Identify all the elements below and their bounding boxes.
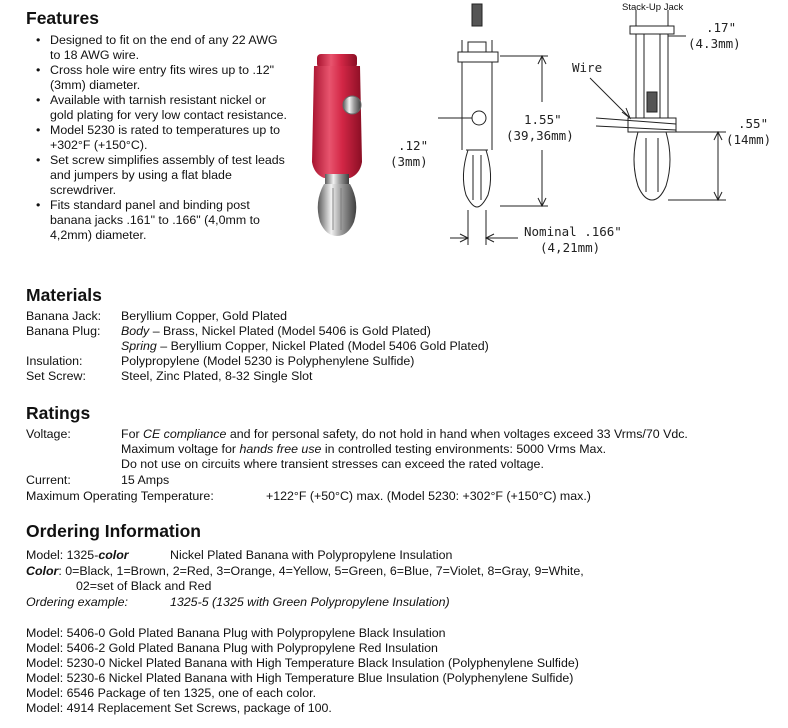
- features-heading: Features: [26, 8, 99, 28]
- material-value: Beryllium Copper, Gold Plated: [121, 309, 287, 323]
- feature-item: • Available with tarnish resistant nickel or gold plating for very low contact resistance.: [26, 93, 288, 123]
- dim-jack-mm: (14mm): [726, 132, 772, 147]
- material-label: Banana Plug:: [26, 324, 101, 338]
- material-label: Set Screw:: [26, 369, 86, 383]
- material-label: Banana Jack:: [26, 309, 102, 323]
- temp-value: +122°F (+50°C) max. (Model 5230: +302°F (+150°C) max.): [266, 489, 591, 503]
- feature-item: • Model 5230 is rated to temperatures up to +302°F (+150°C).: [26, 123, 288, 153]
- materials-row: [26, 354, 415, 369]
- feature-item: • Fits standard panel and binding post banana jacks .161" to .166" (4,0mm to 4,2mm) diameter.: [26, 198, 288, 243]
- model-item: Model: 5230-0 Nickel Plated Banana with High Temperature Black Insulation (Polyphenylene Sulfide): [26, 656, 579, 670]
- example-label: Ordering example:: [26, 595, 128, 609]
- stack-up-label: Stack-Up Jack: [622, 2, 684, 13]
- model-list: [26, 626, 579, 716]
- color-line-2: 02=set of Black and Red: [76, 579, 212, 593]
- banana-plug-photo: [300, 52, 380, 237]
- feature-item: • Set screw simplifies assembly of test leads and jumpers by using a flat blade screwdriver.: [26, 153, 288, 198]
- dim-hole-mm: (3mm): [390, 154, 428, 169]
- model-desc: Nickel Plated Banana with Polypropylene Insulation: [170, 548, 453, 562]
- materials-row: [26, 309, 287, 324]
- dim-nominal: Nominal .166": [524, 224, 622, 239]
- model-item: Model: 5406-2 Gold Plated Banana Plug with Polypropylene Red Insulation: [26, 641, 438, 655]
- model-item: Model: 5230-6 Nickel Plated Banana with High Temperature Blue Insulation (Polyphenylene Sulfide): [26, 671, 574, 685]
- feature-item: • Designed to fit on the end of any 22 AWG to 18 AWG wire.: [26, 33, 288, 63]
- ratings-heading: Ratings: [26, 403, 91, 423]
- wire-label: Wire: [572, 60, 603, 75]
- feature-item: • Cross hole wire entry fits wires up to .12" (3mm) diameter.: [26, 63, 288, 93]
- dim-hole: .12": [398, 138, 429, 153]
- model-item: Model: 6546 Package of ten 1325, one of each color.: [26, 686, 317, 700]
- material-part: Spring: [121, 339, 157, 353]
- features-list: [26, 33, 288, 243]
- materials-heading: Materials: [26, 285, 102, 305]
- current-label: Current:: [26, 473, 71, 487]
- voltage-label: Voltage:: [26, 427, 71, 441]
- dim-top-mm: (4.3mm): [688, 36, 741, 51]
- material-part: Body: [121, 324, 150, 338]
- ordering-heading: Ordering Information: [26, 521, 201, 541]
- ordering-block: [26, 548, 766, 728]
- ratings-block: [26, 427, 766, 507]
- material-value: Steel, Zinc Plated, 8-32 Single Slot: [121, 369, 313, 383]
- dim-jack: .55": [738, 116, 769, 131]
- material-value: Polypropylene (Model 5230 is Polyphenylene Sulfide): [121, 354, 415, 368]
- model-item: Model: 4914 Replacement Set Screws, package of 100.: [26, 701, 332, 715]
- dim-nominal-mm: (4,21mm): [540, 240, 601, 255]
- color-line: Color: 0=Black, 1=Brown, 2=Red, 3=Orange, 4=Yellow, 5=Green, 6=Blue, 7=Violet, 8=Gray, 9=White,: [26, 564, 584, 578]
- model-line: Model: 1325-color: [26, 548, 129, 562]
- materials-row: [26, 369, 313, 384]
- material-label: Insulation:: [26, 354, 83, 368]
- voltage-line-3: Do not use on circuits where transient stresses can exceed the rated voltage.: [121, 457, 544, 471]
- current-value: 15 Amps: [121, 473, 170, 487]
- materials-row: [26, 324, 431, 339]
- voltage-line-2: Maximum voltage for hands free use in controlled testing environments: 5000 Vrms Max.: [121, 442, 607, 456]
- voltage-line-1: For CE compliance and for personal safety, do not hold in hand when voltages exceed 33 Vrms/70 Vdc.: [121, 427, 688, 441]
- material-value: – Beryllium Copper, Nickel Plated (Model 5406 Gold Plated): [156, 339, 489, 353]
- dim-top: .17": [706, 20, 737, 35]
- temp-label: Maximum Operating Temperature:: [26, 489, 214, 503]
- model-item: Model: 5406-0 Gold Plated Banana Plug with Polypropylene Black Insulation: [26, 626, 446, 640]
- example-value: 1325-5 (1325 with Green Polypropylene Insulation): [170, 595, 450, 609]
- dim-length-mm: (39,36mm): [506, 128, 574, 143]
- dim-length: 1.55": [524, 112, 562, 127]
- material-value: – Brass, Nickel Plated (Model 5406 is Gold Plated): [149, 324, 431, 338]
